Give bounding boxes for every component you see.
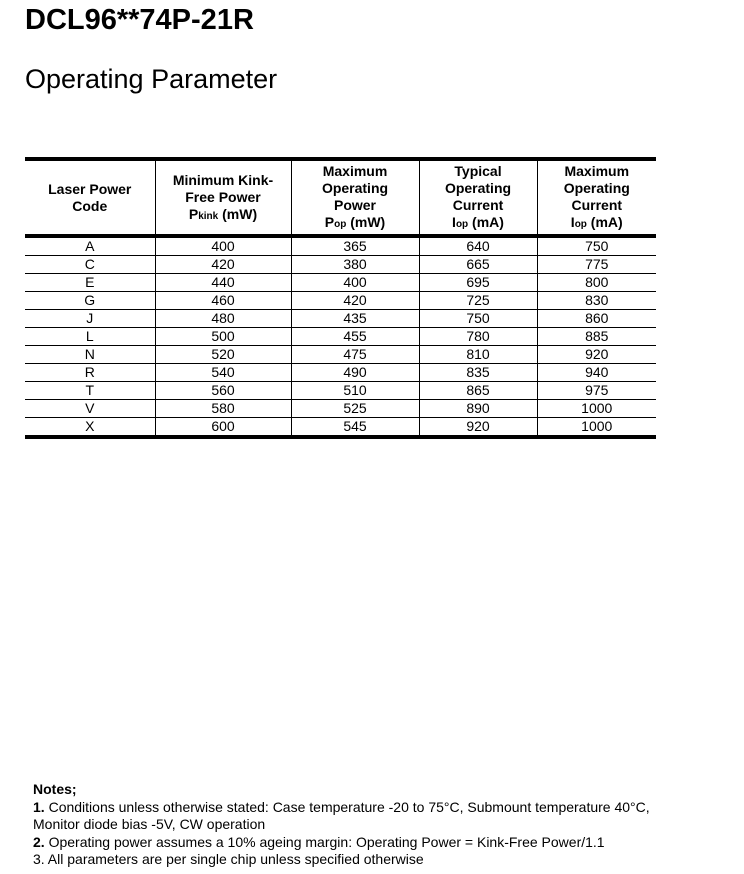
- cell-min-kink-free-power: 480: [155, 310, 291, 328]
- column-header-typical-operating-current: [419, 159, 537, 236]
- header-symbol: I: [452, 214, 456, 230]
- notes-section: [33, 781, 650, 869]
- header-symbol: P: [324, 214, 335, 230]
- cell-max-operating-current: 940: [537, 364, 656, 382]
- cell-max-operating-current: 885: [537, 328, 656, 346]
- operating-parameter-table: [25, 157, 656, 439]
- header-label-line: Typical: [454, 163, 502, 179]
- header-symbol-subscript: op: [574, 219, 587, 230]
- notes-heading: Notes;: [33, 781, 77, 797]
- cell-laser-power-code: A: [85, 238, 95, 254]
- cell-max-operating-power: 490: [291, 364, 419, 382]
- header-label-line: Laser Power: [48, 181, 132, 197]
- cell-max-operating-current: 830: [537, 292, 656, 310]
- cell-typical-operating-current: 695: [419, 274, 537, 292]
- cell-max-operating-power: 365: [291, 236, 419, 256]
- cell-typical-operating-current: 665: [419, 256, 537, 274]
- header-symbol-subscript: op: [455, 219, 469, 230]
- cell-laser-power-code: E: [25, 274, 155, 292]
- cell-max-operating-current: 800: [537, 274, 656, 292]
- header-label-line: Minimum Kink-: [172, 171, 274, 188]
- cell-laser-power-code: X: [25, 418, 155, 438]
- cell-typical-operating-current: 810: [419, 346, 537, 364]
- cell-min-kink-free-power: 440: [155, 274, 291, 292]
- table-row: [25, 382, 656, 400]
- cell-max-operating-power: 400: [291, 274, 419, 292]
- table-body: [25, 236, 656, 437]
- cell-min-kink-free-power: 520: [155, 346, 291, 364]
- table-row: [25, 274, 656, 292]
- section-heading: Operating Parameter: [25, 64, 278, 94]
- note-number: 2.: [33, 833, 45, 850]
- cell-max-operating-power: 510: [291, 382, 419, 400]
- column-header-min-kink-free-power: [155, 159, 291, 236]
- document-title: DCL96**74P-21R: [25, 4, 254, 36]
- table-row: [25, 418, 656, 438]
- table-row: [25, 256, 656, 274]
- cell-max-operating-power: 475: [291, 346, 419, 364]
- header-label-line: Code: [72, 198, 108, 214]
- header-symbol-subscript: op: [334, 219, 347, 230]
- cell-max-operating-current: 920: [537, 346, 656, 364]
- table-row: [25, 400, 656, 418]
- table-row: [25, 328, 656, 346]
- header-label-line: Maximum: [322, 163, 388, 179]
- cell-min-kink-free-power: 580: [155, 400, 291, 418]
- cell-max-operating-current: 860: [537, 310, 656, 328]
- header-label-line: Operating: [563, 180, 630, 196]
- notes-list: [33, 799, 650, 869]
- cell-max-operating-power: 455: [291, 328, 419, 346]
- note-item: [33, 834, 650, 852]
- note-number: 1.: [33, 798, 45, 815]
- header-symbol: P: [188, 205, 199, 222]
- cell-typical-operating-current: 890: [419, 400, 537, 418]
- cell-min-kink-free-power: 460: [155, 292, 291, 310]
- cell-min-kink-free-power: 420: [155, 256, 291, 274]
- note-item: [33, 851, 650, 869]
- cell-max-operating-power: 435: [291, 310, 419, 328]
- cell-laser-power-code: C: [25, 256, 155, 274]
- cell-laser-power-code: V: [25, 400, 155, 418]
- header-symbol-subscript: kink: [198, 210, 219, 222]
- cell-typical-operating-current: 640: [419, 236, 537, 256]
- header-label-line: Operating: [444, 180, 512, 196]
- cell-laser-power-code: J: [25, 310, 155, 328]
- cell-laser-power-code: N: [25, 346, 155, 364]
- cell-typical-operating-current: 920: [419, 418, 537, 438]
- cell-max-operating-current: 775: [537, 256, 656, 274]
- cell-typical-operating-current: 835: [419, 364, 537, 382]
- cell-max-operating-current: 975: [537, 382, 656, 400]
- note-text: Conditions unless otherwise stated: Case temperature -20 to 75°C, Submount temperature 40°C,: [44, 798, 650, 815]
- cell-max-operating-current: 1000: [537, 418, 656, 438]
- table-header-row: [25, 159, 656, 236]
- note-number: 3.: [33, 851, 45, 867]
- cell-laser-power-code: R: [25, 364, 155, 382]
- cell-laser-power-code: L: [25, 328, 155, 346]
- cell-min-kink-free-power: 500: [155, 328, 291, 346]
- cell-min-kink-free-power: 600: [155, 418, 291, 438]
- column-header-max-operating-current: [537, 159, 656, 236]
- note-text: Operating power assumes a 10% ageing margin: Operating Power = Kink-Free Power/1.1: [44, 833, 605, 850]
- header-label-line: Current: [452, 197, 504, 213]
- cell-max-operating-current: 1000: [537, 400, 656, 418]
- cell-laser-power-code: T: [25, 382, 155, 400]
- cell-typical-operating-current: 780: [419, 328, 537, 346]
- table-row: [25, 346, 656, 364]
- header-label-line: Maximum: [564, 163, 630, 179]
- cell-min-kink-free-power: 400: [155, 236, 291, 256]
- cell-typical-operating-current: 750: [419, 310, 537, 328]
- header-unit: (mA): [586, 214, 623, 230]
- note-item: [33, 799, 650, 817]
- cell-max-operating-power: 380: [291, 256, 419, 274]
- cell-max-operating-power: 545: [291, 418, 419, 438]
- cell-max-operating-power: 420: [291, 292, 419, 310]
- cell-typical-operating-current: 725: [419, 292, 537, 310]
- header-label-line: Free Power: [185, 188, 261, 205]
- table-row: [25, 310, 656, 328]
- cell-min-kink-free-power: 540: [155, 364, 291, 382]
- table-row: [25, 292, 656, 310]
- cell-laser-power-code: G: [25, 292, 155, 310]
- cell-max-operating-current: 750: [537, 236, 656, 256]
- header-symbol: I: [570, 214, 575, 230]
- header-label-line: Power: [333, 197, 376, 213]
- header-unit: (mA): [468, 214, 504, 230]
- cell-max-operating-power: 525: [291, 400, 419, 418]
- cell-min-kink-free-power: 560: [155, 382, 291, 400]
- note-text: All parameters are per single chip unless specified otherwise: [44, 851, 424, 867]
- table-row: [25, 364, 656, 382]
- column-header-laser-power-code: [25, 159, 155, 236]
- header-label-line: Current: [571, 197, 623, 213]
- header-unit: (mW): [346, 214, 386, 230]
- header-unit: (mW): [218, 205, 258, 222]
- column-header-max-operating-power: [291, 159, 419, 236]
- cell-typical-operating-current: 865: [419, 382, 537, 400]
- table-row: [25, 236, 656, 256]
- note-text-continuation: Monitor diode bias -5V, CW operation: [33, 816, 266, 832]
- header-label-line: Operating: [321, 180, 389, 196]
